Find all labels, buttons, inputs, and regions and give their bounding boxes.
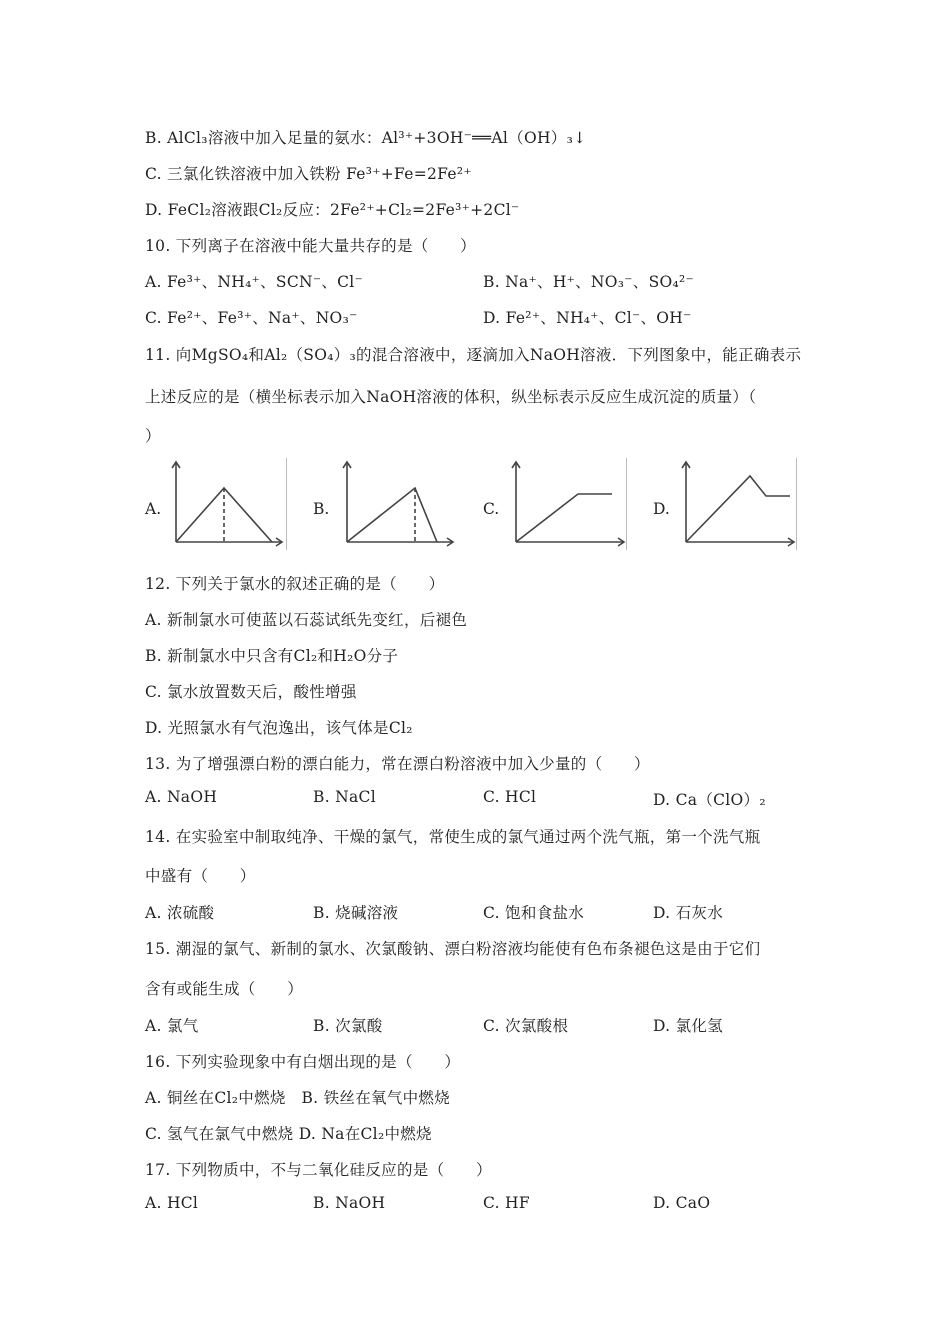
q12-option-a: A. 新制氯水可使蓝以石蕊试纸先变红，后褪色 [145,611,468,629]
curve [347,488,437,542]
graph-b-label: B. [313,500,330,518]
q12-stem: 12. 下列关于氯水的叙述正确的是（ ） [145,575,445,593]
q17-option-c: C. HF [483,1194,530,1212]
q15-option-b: B. 次氯酸 [313,1017,383,1035]
q9-option-c: C. 三氯化铁溶液中加入铁粉 Fe³⁺+Fe=2Fe²⁺ [145,165,472,183]
q15-stem-1: 15. 潮湿的氯气、新制的氯水、次氯酸钠、漂白粉溶液均能使有色布条褪色这是由于它们 [145,940,761,958]
graph-c-label: C. [483,500,500,518]
q12-option-b: B. 新制氯水中只含有Cl₂和H₂O分子 [145,647,399,665]
q11-stem-1: 11. 向MgSO₄和Al₂（SO₄）₃的混合溶液中，逐滴加入NaOH溶液．下列图象中，能正确表示 [145,346,802,364]
graph-b [339,458,457,550]
q17-option-d: D. CaO [653,1194,711,1212]
curve [686,476,790,542]
graph-d [678,458,798,550]
q14-stem-1: 14. 在实验室中制取纯净、干燥的氯气，常使生成的氯气通过两个洗气瓶，第一个洗气瓶 [145,828,761,846]
q13-option-c: C. HCl [483,788,537,806]
q16-options-ab: A. 铜丝在Cl₂中燃烧 B. 铁丝在氧气中燃烧 [145,1089,451,1107]
curve [516,494,612,542]
q15-option-d: D. 氯化氢 [653,1017,724,1035]
q16-stem: 16. 下列实验现象中有白烟出现的是（ ） [145,1053,461,1071]
q15-stem-2: 含有或能生成（ ） [145,980,304,998]
q10-option-d: D. Fe²⁺、NH₄⁺、Cl⁻、OH⁻ [483,309,692,327]
q17-option-a: A. HCl [145,1194,199,1212]
q13-option-d: D. Ca（ClO）₂ [653,791,766,809]
q13-stem: 13. 为了增强漂白粉的漂白能力，常在漂白粉溶液中加入少量的（ ） [145,755,650,773]
q17-stem: 17. 下列物质中，不与二氧化硅反应的是（ ） [145,1161,492,1179]
q11-stem-3: ） [145,427,161,445]
q10-option-b: B. Na⁺、H⁺、NO₃⁻、SO₄²⁻ [483,273,695,291]
q11-stem-2: 上述反应的是（横坐标表示加入NaOH溶液的体积，纵坐标表示反应生成沉淀的质量）（ [145,388,757,406]
q12-option-c: C. 氯水放置数天后，酸性增强 [145,683,357,701]
q12-option-d: D. 光照氯水有气泡逸出，该气体是Cl₂ [145,719,413,737]
q9-option-b: B. AlCl₃溶液中加入足量的氨水：Al³⁺+3OH⁻══Al（OH）₃↓ [145,129,587,147]
q14-option-c: C. 饱和食盐水 [483,904,585,922]
q10-stem: 10. 下列离子在溶液中能大量共存的是（ ） [145,237,476,255]
q16-options-cd: C. 氢气在氯气中燃烧 D. Na在Cl₂中燃烧 [145,1125,432,1143]
graph-a [168,458,286,550]
q14-stem-2: 中盛有（ ） [145,867,256,885]
q14-option-b: B. 烧碱溶液 [313,904,399,922]
q14-option-d: D. 石灰水 [653,904,724,922]
q14-option-a: A. 浓硫酸 [145,904,215,922]
q15-option-c: C. 次氯酸根 [483,1017,569,1035]
q9-option-d: D. FeCl₂溶液跟Cl₂反应：2Fe²⁺+Cl₂=2Fe³⁺+2Cl⁻ [145,201,520,219]
q10-option-c: C. Fe²⁺、Fe³⁺、Na⁺、NO₃⁻ [145,309,358,327]
q10-option-a: A. Fe³⁺、NH₄⁺、SCN⁻、Cl⁻ [145,273,364,291]
graph-d-label: D. [653,500,670,518]
graph-divider [286,458,287,550]
q15-option-a: A. 氯气 [145,1017,199,1035]
q13-option-b: B. NaCl [313,788,376,806]
graph-c [508,458,628,550]
q17-option-b: B. NaOH [313,1194,386,1212]
q13-option-a: A. NaOH [145,788,218,806]
graph-a-label: A. [145,500,162,518]
